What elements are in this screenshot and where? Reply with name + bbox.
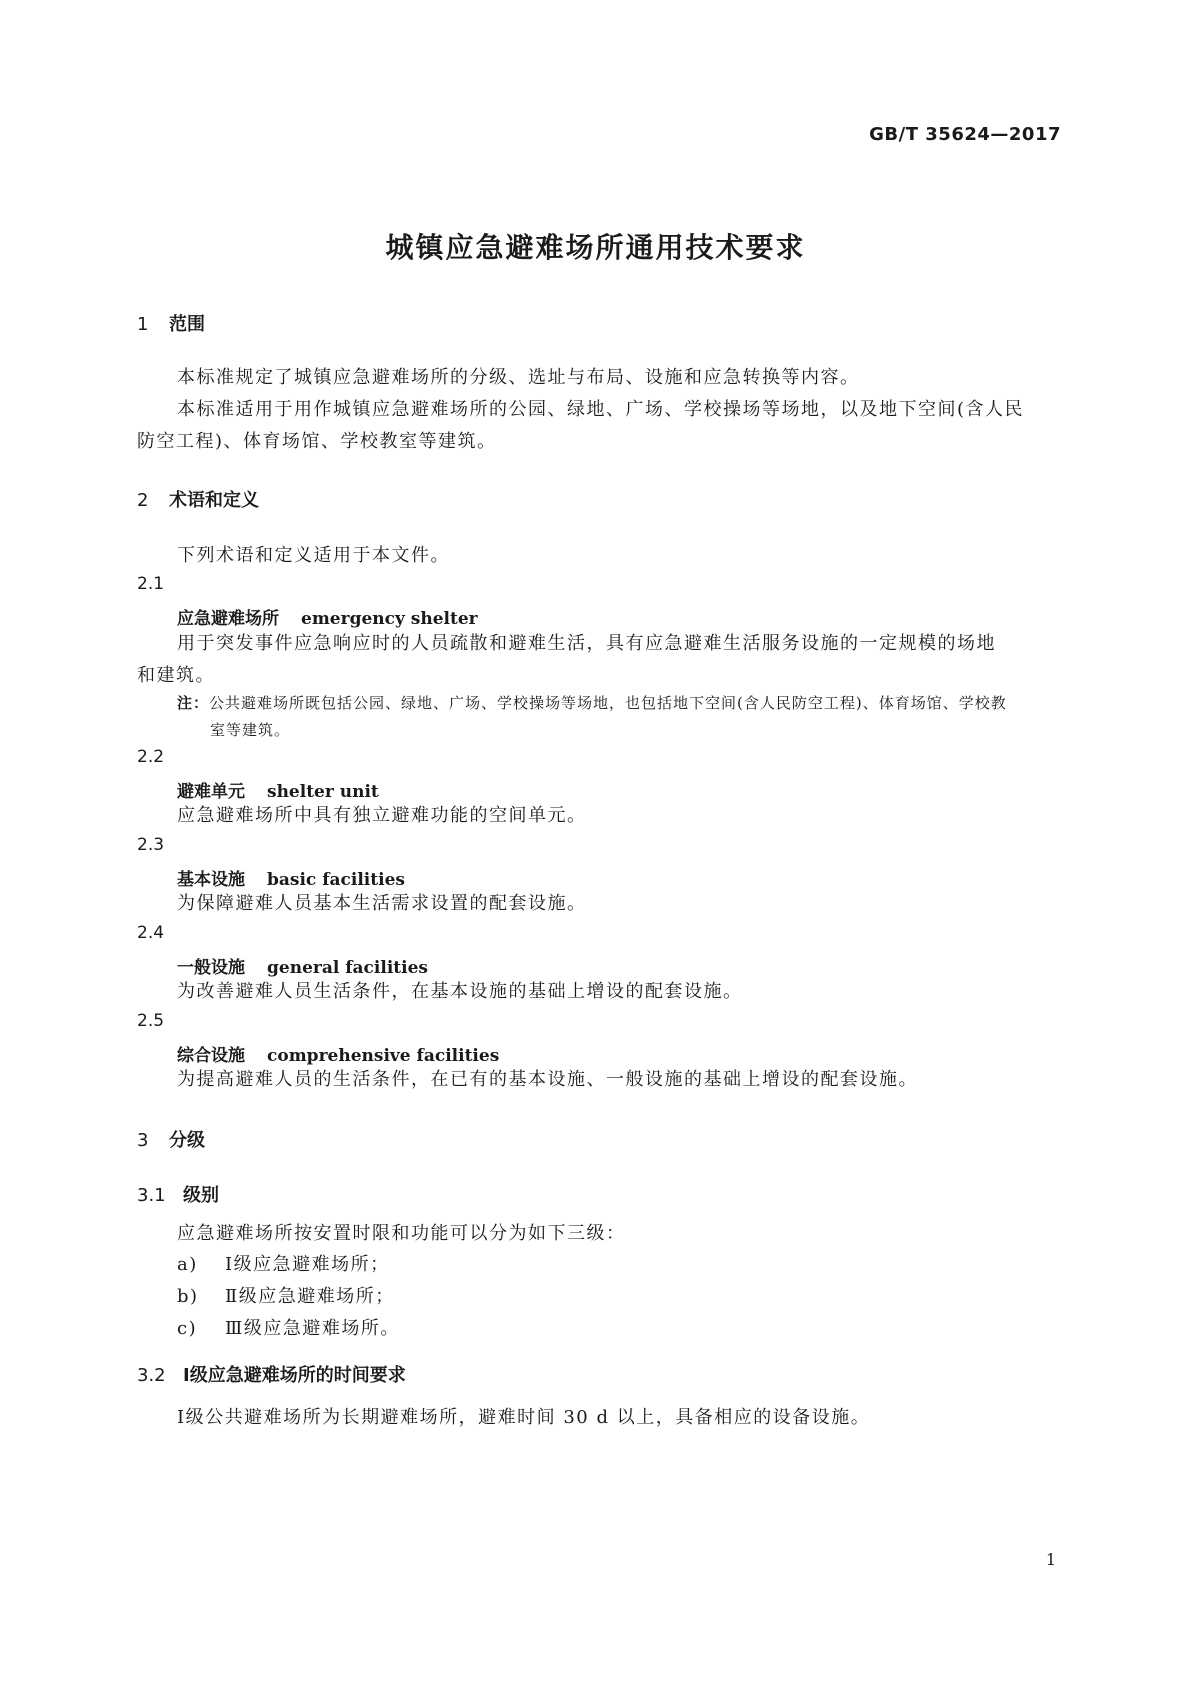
term-cn: 应急避难场所 [177,609,279,629]
page-number: 1 [1045,1550,1056,1569]
subsection-3-2-heading [137,1361,406,1387]
list-marker: c) [177,1318,198,1339]
section-number: 3 [137,1130,149,1151]
term-definition: 为保障避难人员基本生活需求设置的配套设施。 [177,893,587,914]
term-title [177,604,478,629]
list-marker: a) [177,1254,198,1275]
term-title [177,865,405,890]
section-1-heading [137,310,205,336]
term-number: 2.1 [137,574,165,594]
term-definition: 为提高避难人员的生活条件，在已有的基本设施、一般设施的基础上增设的配套设施。 [177,1069,918,1090]
scope-paragraph-1: 本标准规定了城镇应急避难场所的分级、选址与布局、设施和应急转换等内容。 [177,367,860,388]
scope-paragraph-2-line-2: 防空工程)、体育场馆、学校教室等建筑。 [137,431,497,452]
term-definition: 为改善避难人员生活条件，在基本设施的基础上增设的配套设施。 [177,981,743,1002]
term-number: 2.5 [137,1011,165,1031]
list-marker: b) [177,1286,199,1307]
term-en: shelter unit [267,782,379,802]
section-title: 分级 [169,1130,205,1151]
standard-id: GB/T 35624—2017 [869,124,1061,145]
term-en: general facilities [267,958,428,978]
list-text: Ⅱ级应急避难场所； [225,1286,395,1307]
term-cn: 综合设施 [177,1046,245,1066]
term-number: 2.4 [137,923,165,943]
subsection-3-1-heading [137,1181,219,1207]
scope-paragraph-2-line-1: 本标准适用于用作城镇应急避难场所的公园、绿地、广场、学校操场等场地，以及地下空间(含人民 [177,399,1025,420]
section-3-heading [137,1126,205,1152]
subsection-title: Ⅰ级应急避难场所的时间要求 [183,1365,406,1386]
term-title [177,953,428,978]
document-title: 城镇应急避难场所通用技术要求 [385,231,806,264]
terms-intro: 下列术语和定义适用于本文件。 [177,545,450,566]
section-title: 术语和定义 [169,490,259,511]
term-note [177,690,1059,744]
section-title: 范围 [169,314,205,335]
term-definition: 应急避难场所中具有独立避难功能的空间单元。 [177,805,587,826]
term-title [177,1041,499,1066]
subsection-number: 3.2 [137,1365,166,1386]
term-cn: 一般设施 [177,958,245,978]
note-line-2: 室等建筑。 [210,721,291,739]
term-definition-line-2: 和建筑。 [137,665,215,686]
section-number: 2 [137,490,149,511]
term-title [177,777,379,802]
term-cn: 避难单元 [177,782,245,802]
term-definition-line-1: 用于突发事件应急响应时的人员疏散和避难生活，具有应急避难生活服务设施的一定规模的场地 [177,633,996,654]
section-number: 1 [137,314,149,335]
term-cn: 基本设施 [177,870,245,890]
term-en: comprehensive facilities [267,1046,500,1066]
list-item [177,1282,395,1308]
list-item [177,1250,390,1276]
section-2-heading [137,486,259,512]
term-en: basic facilities [267,870,405,890]
list-text: Ⅰ级应急避难场所； [225,1254,390,1275]
time-requirement-paragraph: Ⅰ级公共避难场所为长期避难场所，避难时间 30 d 以上，具备相应的设备设施。 [177,1407,871,1428]
list-item [177,1314,400,1340]
term-number: 2.2 [137,747,165,767]
list-text: Ⅲ级应急避难场所。 [225,1318,400,1339]
subsection-number: 3.1 [137,1185,166,1206]
subsection-title: 级别 [183,1185,219,1206]
note-label: 注： [177,694,210,712]
term-number: 2.3 [137,835,165,855]
term-en: emergency shelter [301,609,478,629]
note-line-1: 公共避难场所既包括公园、绿地、广场、学校操场等场地，也包括地下空间(含人民防空工程)、体育场馆、学校教 [209,694,1007,712]
levels-intro: 应急避难场所按安置时限和功能可以分为如下三级： [177,1223,626,1244]
